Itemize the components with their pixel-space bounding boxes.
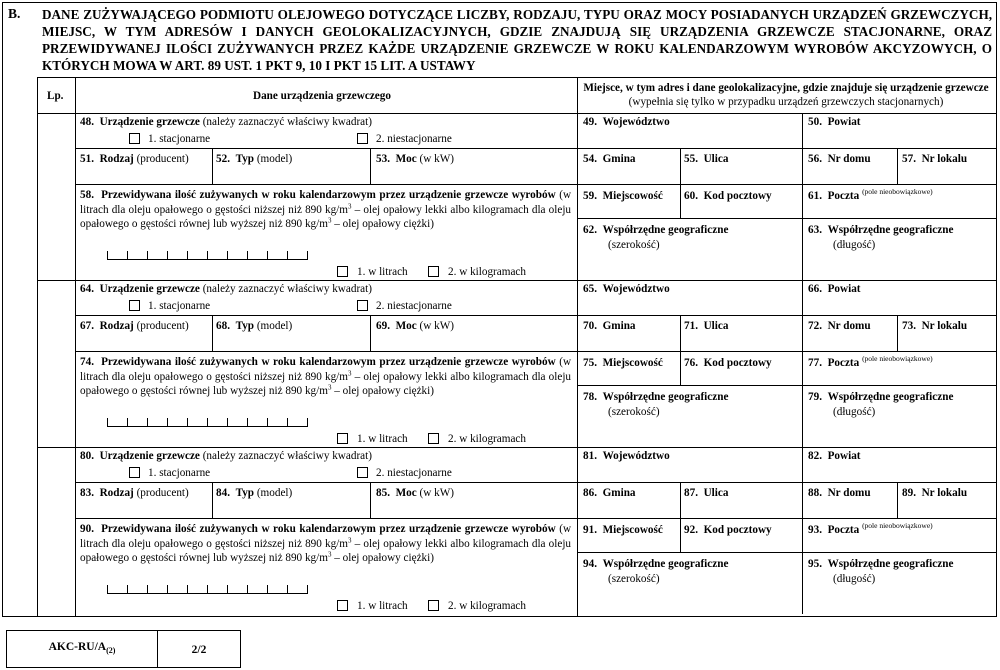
quantity-field[interactable]: 74. Przewidywana ilość zużywanych w roku kalendarzowym przez urządzenie grzewcze wyrobów (w litrach dla oleju opałowego o gęstości niższej niż 890 $kg/m^3$ – olej opałowy lekki albo kilogramach dla oleju opałowego o gęstości równej lub wyższej niż 890 $kg/m^3$ – olej opałowy ciężki) xyxy=(80,356,572,398)
quantity-field[interactable]: 58. Przewidywana ilość zużywanych w roku kalendarzowym przez urządzenie grzewcze wyrobów (w litrach dla oleju opałowego o gęstości niższej niż 890 $kg/m^3$ – olej opałowy lekki albo kilogramach dla oleju opałowego o gęstości równej lub wyższej niż 890 $kg/m^3$ – olej opałowy ciężki) xyxy=(80,189,572,231)
rodzaj-field[interactable]: 51. Rodzaj (producent) xyxy=(80,153,189,165)
block-row-line xyxy=(75,184,997,185)
checkbox-stationary[interactable] xyxy=(129,133,140,144)
block-row-line xyxy=(75,148,997,149)
block-row-line xyxy=(75,315,997,316)
block-col-line xyxy=(897,482,898,518)
block-col-line xyxy=(212,482,213,518)
digit-comb-tick xyxy=(307,418,308,427)
digit-comb-tick xyxy=(307,251,308,260)
typ-field[interactable]: 52. Typ (model) xyxy=(216,153,293,165)
col-location-bold: Miejsce, w tym adres i dane geolokalizacyjne, gdzie znajduje się urządzenie grzewcze xyxy=(583,82,989,94)
district-field[interactable]: 66. Powiat xyxy=(808,283,861,295)
digit-comb-tick xyxy=(187,418,188,427)
digit-comb-tick xyxy=(267,251,268,260)
checkbox-mobile[interactable] xyxy=(357,467,368,478)
checkbox-stationary[interactable] xyxy=(129,467,140,478)
block-row-line xyxy=(75,351,997,352)
voivodeship-field[interactable]: 49. Województwo xyxy=(583,116,670,128)
house-no-field[interactable]: 56. Nr domu xyxy=(808,153,871,165)
digit-comb-tick xyxy=(127,418,128,427)
opt-mobile: 2. niestacjonarne xyxy=(376,133,452,145)
latitude-field[interactable]: 62. Współrzędne geograficzne (szerokość) xyxy=(583,224,729,251)
checkbox-stationary[interactable] xyxy=(129,300,140,311)
block-col-line xyxy=(802,280,803,447)
block-col-line xyxy=(212,148,213,184)
digit-comb-tick xyxy=(227,251,228,260)
block-separator xyxy=(37,447,997,448)
opt-stationary: 1. stacjonarne xyxy=(148,300,211,312)
digit-comb-tick xyxy=(207,585,208,594)
unit-kg: 2. w kilogramach xyxy=(448,266,526,278)
digit-comb-tick xyxy=(207,418,208,427)
district-field[interactable]: 82. Powiat xyxy=(808,450,861,462)
col-location-note: (wypełnia się tylko w przypadku urządzeń grzewczych stacjonarnych) xyxy=(628,96,944,108)
postcode-field[interactable]: 60. Kod pocztowy xyxy=(684,190,772,202)
device-type-label: 48. Urządzenie grzewcze (należy zaznaczyć właściwy kwadrat) xyxy=(80,116,372,128)
form-code: AKC-RU/A xyxy=(48,641,107,653)
digit-comb-tick xyxy=(147,251,148,260)
locality-field[interactable]: 59. Miejscowość xyxy=(583,190,663,202)
digit-comb-tick xyxy=(167,585,168,594)
section-heading: DANE ZUŻYWAJĄCEGO PODMIOTU OLEJOWEGO DOTYCZĄCE LICZBY, RODZAJU, TYPU ORAZ MOCY POSIADANYCH URZĄDZEŃ GRZEWCZYCH, MIEJSC, W TYM ADRESÓW I DANYCH GEOLOKALIZACYJNYCH, GDZIE ZNAJDUJĄ SIĘ URZĄDZENIA GRZEWCZE STACJONARNE, ORAZ PRZEWIDYWANEJ ILOŚCI ZUŻYWANYCH PRZEZ KAŻDE URZĄDZENIE GRZEWCZE W ROKU KALENDARZOWYM WYROBÓW AKCYZOWYCH, O KTÓRYCH MOWA W ART. 89 UST. 1 PKT 9, 10 I PKT 15 LIT. A USTAWY xyxy=(42,7,992,73)
quantity-field[interactable]: 90. Przewidywana ilość zużywanych w roku kalendarzowym przez urządzenie grzewcze wyrobów (w litrach dla oleju opałowego o gęstości niższej niż 890 $kg/m^3$ – olej opałowy lekki albo kilogramach dla oleju opałowego o gęstości równej lub wyższej niż 890 $kg/m^3$ – olej opałowy ciężki) xyxy=(80,523,572,565)
footer-page: 2/2 xyxy=(191,644,207,656)
col-location xyxy=(580,81,992,109)
digit-comb-tick xyxy=(167,418,168,427)
unit-litres: 1. w litrach xyxy=(357,266,408,278)
digit-comb-tick xyxy=(247,585,248,594)
block-col-line xyxy=(802,113,803,280)
block-col-line xyxy=(897,315,898,351)
street-field[interactable]: 71. Ulica xyxy=(684,320,729,332)
unit-litres: 1. w litrach xyxy=(357,600,408,612)
header-bottom-line xyxy=(37,113,997,114)
digit-comb-tick xyxy=(107,585,108,594)
digit-comb-tick xyxy=(207,251,208,260)
commune-field[interactable]: 86. Gmina xyxy=(583,487,636,499)
digit-comb-tick xyxy=(167,251,168,260)
footer-form-code-box xyxy=(6,630,158,668)
house-no-field[interactable]: 72. Nr domu xyxy=(808,320,871,332)
block-col-line xyxy=(370,482,371,518)
location-column-line xyxy=(577,77,578,617)
street-field[interactable]: 55. Ulica xyxy=(684,153,729,165)
voivodeship-field[interactable]: 81. Województwo xyxy=(583,450,670,462)
checkbox-litres[interactable] xyxy=(337,600,348,611)
opt-stationary: 1. stacjonarne xyxy=(148,133,211,145)
digit-comb-tick xyxy=(147,418,148,427)
digit-comb-tick xyxy=(267,418,268,427)
digit-comb-tick xyxy=(107,418,108,427)
flat-no-field[interactable]: 89. Nr lokalu xyxy=(902,487,968,499)
col-lp: Lp. xyxy=(47,90,64,102)
postcode-field[interactable]: 92. Kod pocztowy xyxy=(684,524,772,536)
typ-field[interactable]: 68. Typ (model) xyxy=(216,320,293,332)
moc-field[interactable]: 85. Moc (w kW) xyxy=(376,487,454,499)
locality-field[interactable]: 75. Miejscowość xyxy=(583,357,663,369)
locality-field[interactable]: 91. Miejscowość xyxy=(583,524,663,536)
voivodeship-field[interactable]: 65. Województwo xyxy=(583,283,670,295)
checkbox-kg[interactable] xyxy=(428,433,439,444)
street-field[interactable]: 87. Ulica xyxy=(684,487,729,499)
digit-comb-tick xyxy=(287,418,288,427)
col-device: Dane urządzenia grzewczego xyxy=(253,90,391,102)
longitude-field[interactable]: 79. Współrzędne geograficzne (długość) xyxy=(808,391,954,418)
checkbox-kg[interactable] xyxy=(428,600,439,611)
header-top-line xyxy=(37,77,997,78)
block-row-line xyxy=(577,218,997,219)
digit-comb-tick xyxy=(107,251,108,260)
block-col-line xyxy=(370,148,371,184)
digit-comb-tick xyxy=(147,585,148,594)
digit-comb-tick xyxy=(187,585,188,594)
checkbox-mobile[interactable] xyxy=(357,300,368,311)
flat-no-field[interactable]: 73. Nr lokalu xyxy=(902,320,968,332)
digit-comb-tick xyxy=(287,585,288,594)
postcode-field[interactable]: 76. Kod pocztowy xyxy=(684,357,772,369)
unit-kg: 2. w kilogramach xyxy=(448,433,526,445)
unit-litres: 1. w litrach xyxy=(357,433,408,445)
post-office-field[interactable]: 77. Poczta $^{(pole nieobowiązkowe)}$ xyxy=(808,354,933,369)
digit-comb-tick xyxy=(287,251,288,260)
digit-comb-tick xyxy=(267,585,268,594)
digit-comb-tick xyxy=(227,418,228,427)
latitude-field[interactable]: 78. Współrzędne geograficzne (szerokość) xyxy=(583,391,729,418)
opt-stationary: 1. stacjonarne xyxy=(148,467,211,479)
digit-comb-tick xyxy=(247,418,248,427)
house-no-field[interactable]: 88. Nr domu xyxy=(808,487,871,499)
longitude-field[interactable]: 63. Współrzędne geograficzne (długość) xyxy=(808,224,954,251)
footer-form-code xyxy=(7,640,157,655)
checkbox-litres[interactable] xyxy=(337,433,348,444)
footer-page-box xyxy=(157,630,241,668)
district-field[interactable]: 50. Powiat xyxy=(808,116,861,128)
commune-field[interactable]: 54. Gmina xyxy=(583,153,636,165)
flat-no-field[interactable]: 57. Nr lokalu xyxy=(902,153,968,165)
commune-field[interactable]: 70. Gmina xyxy=(583,320,636,332)
block-col-line xyxy=(370,315,371,351)
moc-field[interactable]: 69. Moc (w kW) xyxy=(376,320,454,332)
latitude-field[interactable]: 94. Współrzędne geograficzne (szerokość) xyxy=(583,558,729,585)
checkbox-litres[interactable] xyxy=(337,266,348,277)
digit-comb-tick xyxy=(247,251,248,260)
opt-mobile: 2. niestacjonarne xyxy=(376,467,452,479)
opt-mobile: 2. niestacjonarne xyxy=(376,300,452,312)
digit-comb-tick xyxy=(187,251,188,260)
device-type-label: 64. Urządzenie grzewcze (należy zaznaczyć właściwy kwadrat) xyxy=(80,283,372,295)
rodzaj-field[interactable]: 83. Rodzaj (producent) xyxy=(80,487,189,499)
block-row-line xyxy=(75,482,997,483)
post-office-field[interactable]: 61. Poczta $^{(pole nieobowiązkowe)}$ xyxy=(808,187,933,202)
form-version: (2) xyxy=(106,646,116,655)
block-row-line xyxy=(577,385,997,386)
digit-comb-tick xyxy=(307,585,308,594)
lp-column-line xyxy=(75,77,76,617)
section-letter: B. xyxy=(8,6,21,21)
moc-field[interactable]: 53. Moc (w kW) xyxy=(376,153,454,165)
digit-comb-tick xyxy=(127,251,128,260)
longitude-field[interactable]: 95. Współrzędne geograficzne (długość) xyxy=(808,558,954,585)
block-col-line xyxy=(680,315,681,385)
block-col-line xyxy=(680,482,681,552)
block-col-line xyxy=(212,315,213,351)
unit-kg: 2. w kilogramach xyxy=(448,600,526,612)
block-row-line xyxy=(577,552,997,553)
post-office-field[interactable]: 93. Poczta $^{(pole nieobowiązkowe)}$ xyxy=(808,521,933,536)
digit-comb-tick xyxy=(127,585,128,594)
block-col-line xyxy=(897,148,898,184)
table-left-line xyxy=(37,77,38,617)
block-separator xyxy=(37,280,997,281)
rodzaj-field[interactable]: 67. Rodzaj (producent) xyxy=(80,320,189,332)
device-type-label: 80. Urządzenie grzewcze (należy zaznaczyć właściwy kwadrat) xyxy=(80,450,372,462)
checkbox-kg[interactable] xyxy=(428,266,439,277)
block-row-line xyxy=(75,518,997,519)
digit-comb-tick xyxy=(227,585,228,594)
block-col-line xyxy=(802,447,803,614)
block-col-line xyxy=(680,148,681,218)
checkbox-mobile[interactable] xyxy=(357,133,368,144)
typ-field[interactable]: 84. Typ (model) xyxy=(216,487,293,499)
